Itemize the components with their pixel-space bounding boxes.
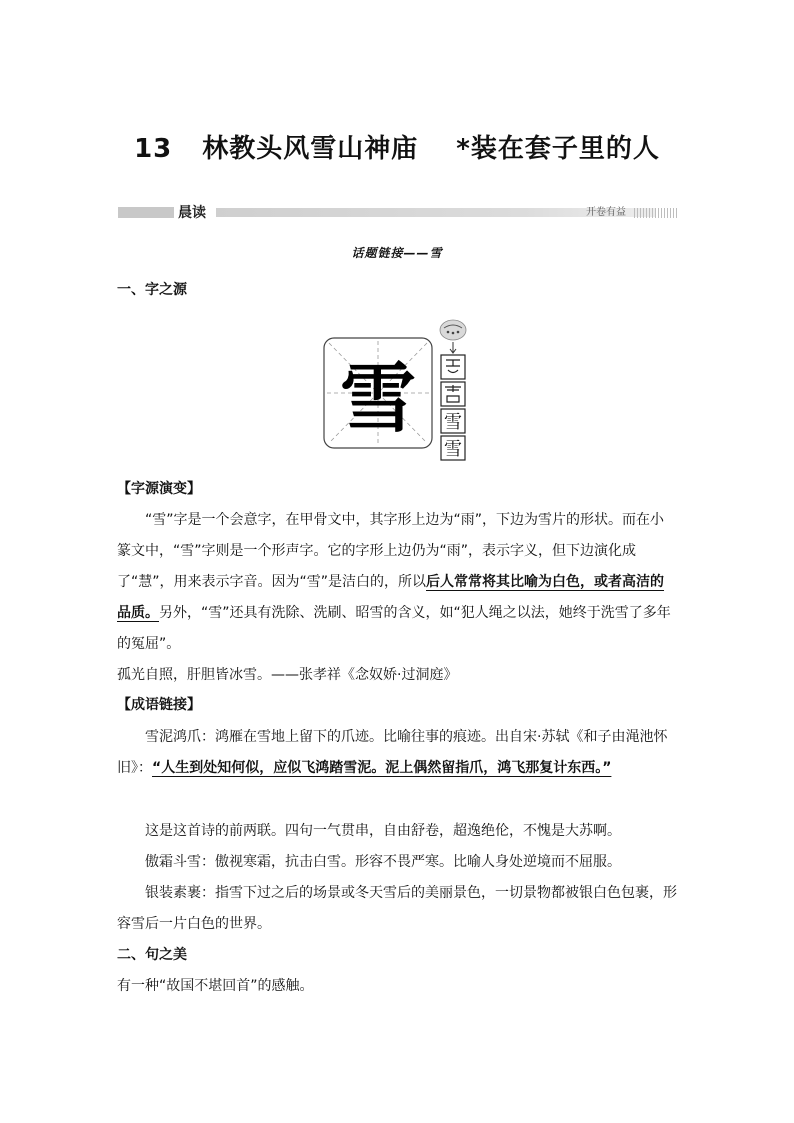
character-evolution-column (438, 318, 468, 463)
banner-label: 晨读 (178, 205, 206, 221)
section2-line: 有一种“故国不堪回首”的感触。 (117, 978, 314, 994)
character-grid-illustration (323, 337, 433, 449)
origin-heading: 【字源演变】 (117, 481, 201, 497)
clerical-script-char: 雪 (444, 412, 462, 433)
lesson-title-main: 林教头风雪山神庙 (202, 134, 419, 164)
origin-text-a: “雪”字是一个会意字，在甲骨文中，其字形上边为“雨”，下边为雪片的形状。而在小篆文中，“雪”字则是一个形声字。它的字形上边仍为“雨”，表示字义，但下边演化成了“慧”，用来表示字音。因为“雪”是洁白的，所以 (117, 512, 665, 590)
origin-text-b: 另外，“雪”还具有洗除、洗刷、昭雪的含义，如“犯人绳之以法，她终于洗雪了多年的冤屈”。 (117, 605, 671, 652)
section2-heading: 二、句之美 (117, 947, 187, 963)
regular-script-box (441, 436, 465, 460)
topic-heading: 话题链接——雪 (351, 246, 443, 260)
section1-heading: 一、字之源 (117, 282, 187, 298)
seal-script-icon (441, 382, 465, 406)
idiom-paragraph-4: 银装素裹：指雪下过之后的场景或冬天雪后的美丽景色，一切景物都被银白色包裹，形容雪后一片白色的世界。 (117, 885, 677, 932)
idiom-heading: 【成语链接】 (117, 697, 201, 713)
origin-paragraph (117, 505, 677, 660)
page-title (0, 128, 794, 165)
regular-script-char: 雪 (444, 439, 462, 460)
banner-right-text: 开卷有益 (586, 207, 626, 218)
idiom-p1-quote: “人生到处知何似，应似飞鸿踏雪泥。泥上偶然留指爪，鸿飞那复计东西。” (152, 760, 612, 776)
oracle-bone-icon (440, 320, 466, 340)
idiom-paragraph-1 (117, 722, 677, 784)
lesson-number: 13 (134, 134, 173, 164)
banner-ticks (634, 208, 678, 218)
clerical-script-box (441, 409, 465, 433)
idiom-paragraph-2: 这是这首诗的前两联。四句一气贯串，自由舒卷，超逸绝伦，不愧是大苏啊。 (145, 823, 621, 839)
idiom-p1-text: 雪泥鸿爪：鸿雁在雪地上留下的爪迹。比喻往事的痕迹。出自宋·苏轼《和子由渑池怀旧》： (117, 729, 668, 776)
idiom-paragraph-3: 傲霜斗雪：傲视寒霜，抗击白雪。形容不畏严寒。比喻人身处逆境而不屈服。 (145, 854, 621, 870)
banner-left-bar (118, 207, 174, 218)
bronze-script-icon (441, 355, 465, 379)
origin-text-underlined: 后人常常将其比喻为白色，或者高洁的品质。 (117, 574, 665, 621)
big-snow-character: 雪 (340, 354, 416, 443)
poem-quote-line: 孤光自照，肝胆皆冰雪。——张孝祥《念奴娇·过洞庭》 (117, 667, 458, 683)
section-banner (118, 203, 678, 223)
lesson-title-secondary: *装在套子里的人 (456, 134, 660, 164)
